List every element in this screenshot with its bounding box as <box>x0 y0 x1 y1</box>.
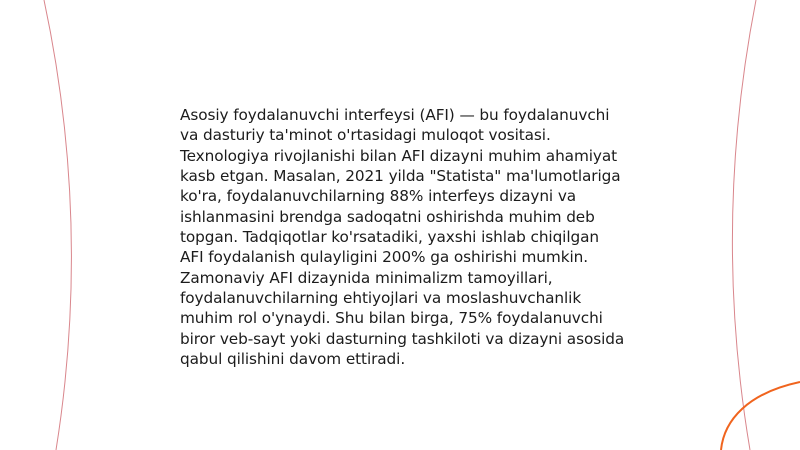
accent-arc <box>721 382 800 450</box>
left-arc <box>44 0 71 450</box>
right-arc <box>732 0 756 450</box>
body-paragraph: Asosiy foydalanuvchi interfeysi (AFI) — bu foydalanuvchi va dasturiy ta'minot o'rtasidagi muloqot vositasi. Texnologiya rivojlanishi bilan AFI dizayni muhim ahamiyat kasb etgan. Masalan, 2021 yilda "Statista" ma'lumotlariga ko'ra, foydalanuvchilarning 88% interfeys dizayni va ishlanmasini brendga sadoqatni oshirishda muhim deb topgan. Tadqiqotlar ko'rsatadiki, yaxshi ishlab chiqilgan AFI foydalanish qulayligini 200% ga oshirishi mumkin. Zamonaviy AFI dizaynida minimalizm tamoyillari, foydalanuvchilarning ehtiyojlari va moslashuvchanlik muhim rol o'ynaydi. Shu bilan birga, 75% foydalanuvchi biror veb-sayt yoki dasturning tashkiloti va dizayni asosida qabul qilishini davom ettiradi. <box>180 106 625 369</box>
